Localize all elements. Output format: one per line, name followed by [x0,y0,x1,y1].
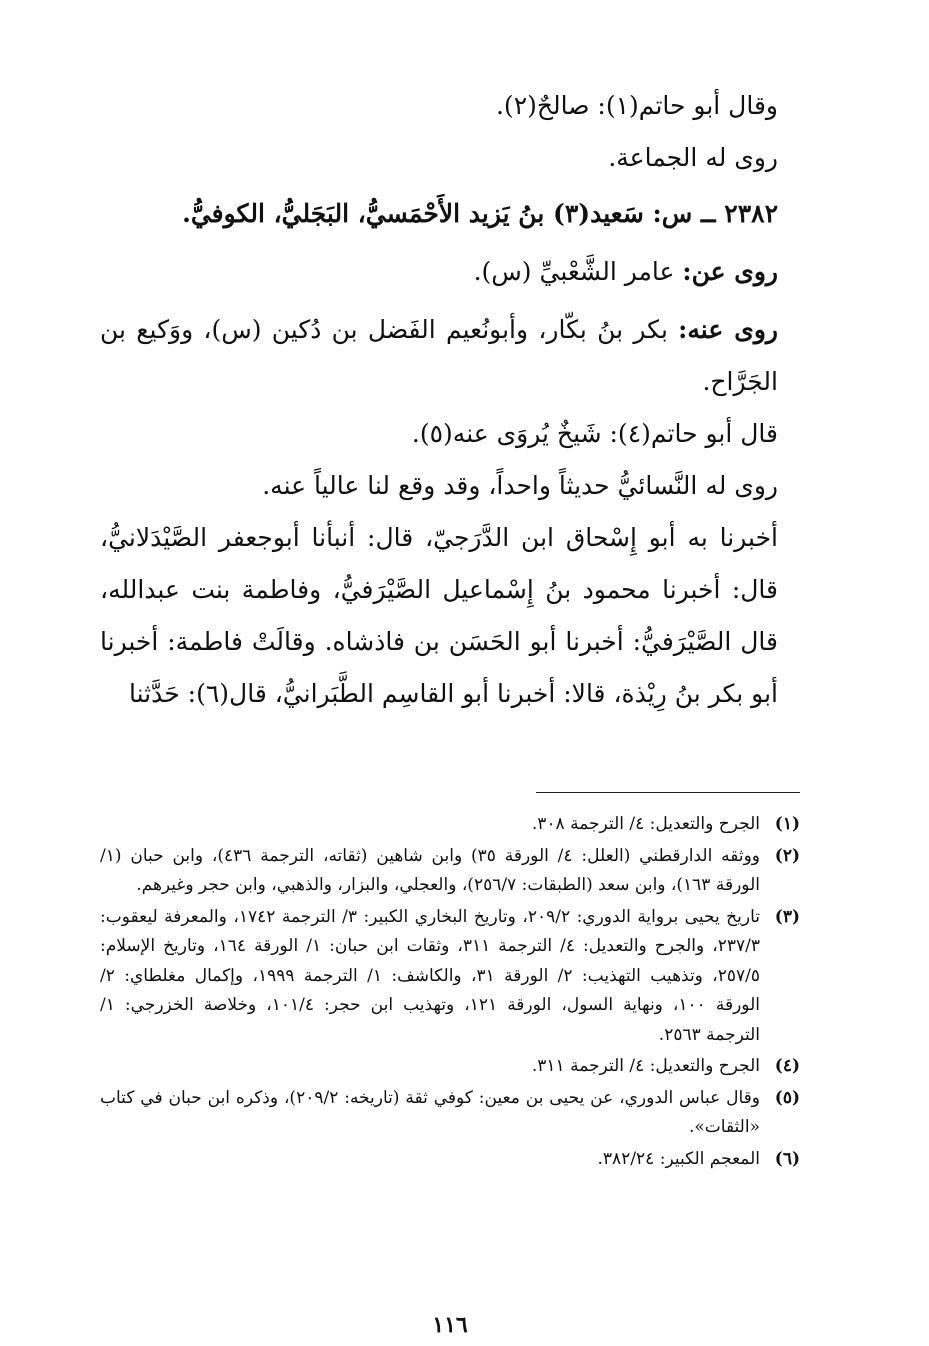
footnote-number: (٥) [774,1087,800,1108]
label-rawa-anhu: روى عنه: [678,315,778,344]
footnote-2 [100,842,800,901]
text-line-rawa-anhu [100,304,800,408]
main-text [100,80,800,720]
footnote-text: المعجم الكبير: ٣٨٢/٢٤. [597,1148,760,1169]
footnote-number: (٣) [774,906,800,927]
text-line-rawa-an [100,246,800,298]
text-rawa-anhu: بكر بنُ بكّار، وأبونُعيم الفَضل بن دُكين (س)، ووَكيع بن الجَرَّاح. [100,315,778,396]
footnote-text: ووثقه الدارقطني (العلل: ٤/ الورقة ٣٥) وابن شاهين (ثقاته، الترجمة ٤٣٦)، وابن حبان (١/ الورقة ١٦٣)، وابن سعد (الطبقات: ٢٥٦/٧)، والعجلي، والبزار، والذهبي، وابن حجر وغيرهم. [100,845,761,895]
page-number: ١١٦ [432,1312,468,1338]
footnote-1 [100,810,800,840]
text-line-abu-hatim-4: قال أبو حاتم(٤): شَيخٌ يُروَى عنه(٥). [411,419,778,448]
footnotes [100,810,800,1176]
footnote-6 [100,1145,800,1175]
footnote-4 [100,1052,800,1082]
text-line-abu-hatim-1: وقال أبو حاتم(١): صالحٌ(٢). [495,91,778,120]
text-line-rawa-jamaa: روى له الجماعة. [608,143,778,172]
footnote-number: (١) [774,814,800,834]
footnote-number: (٦) [774,1148,800,1169]
footnote-5 [100,1084,800,1143]
footnote-number: (٤) [774,1056,800,1076]
text-paragraph-isnad: أخبرنا به أبو إِسْحاق ابن الدَّرَجيّ، قال: أنبأنا أبوجعفر الصَّيْدَلانيُّ، قال: أخبرنا محمود بنُ إِسْماعيل الصَّيْرَفيُّ، وفاطمة بنت عبدالله، قال الصَّيْرَفيُّ: أخبرنا أبو الحَسَن بن فاذشاه. وقالَتْ فاطمة: أخبرنا أبو بكر بنُ رِيْذة، قالا: أخبرنا أبو القاسِم الطَّبَرانيُّ، قال(٦): حَدَّثنا [100,523,778,708]
footnote-text: الجرح والتعديل: ٤/ الترجمة ٣٠٨. [531,814,760,834]
footnote-3 [100,903,800,1051]
footnote-text: وقال عباس الدوري، عن يحيى بن معين: كوفي ثقة (تاريخه: ٢٠٩/٢)، وذكره ابن حبان في كتاب «الثقات». [100,1087,761,1137]
page [100,80,800,1338]
label-rawa-an: روى عن: [682,257,778,286]
footnote-number: (٢) [774,845,800,866]
entry-heading-2382: ٢٣٨٢ ــ س: سَعيد(٣) بنُ يَزيد الأَحْمَسيُّ، البَجَليُّ، الكوفيُّ. [182,199,778,228]
footnote-text: تاريخ يحيى برواية الدوري: ٢٠٩/٢، وتاريخ البخاري الكبير: ٣/ الترجمة ١٧٤٢، والمعرفة ليعقوب: ٢٣٧/٣، والجرح والتعديل: ٤/ الترجمة ٣١١، وثقات ابن حبان: ١/ الورقة ١٦٤، وتاريخ الإسلام: ٢٥٧/٥، وتذهيب التهذيب: ٢/ الورقة ٣١، والكاشف: ١/ الترجمة ١٩٩٩، وإكمال مغلطاي: ٢/ الورقة ١٠٠، ونهاية السول، الورقة ١٢١، وتهذيب ابن حجر: ١٠١/٤، وخلاصة الخزرجي: ١/ الترجمة ٢٥٦٣. [100,906,761,1045]
text-line-nasai: روى له النَّسائيُّ حديثاً واحداً، وقد وقع لنا عالياً عنه. [262,471,778,500]
footnote-text: الجرح والتعديل: ٤/ الترجمة ٣١١. [531,1056,760,1076]
text-rawa-an: عامر الشَّعْبيِّ (س). [473,257,683,286]
